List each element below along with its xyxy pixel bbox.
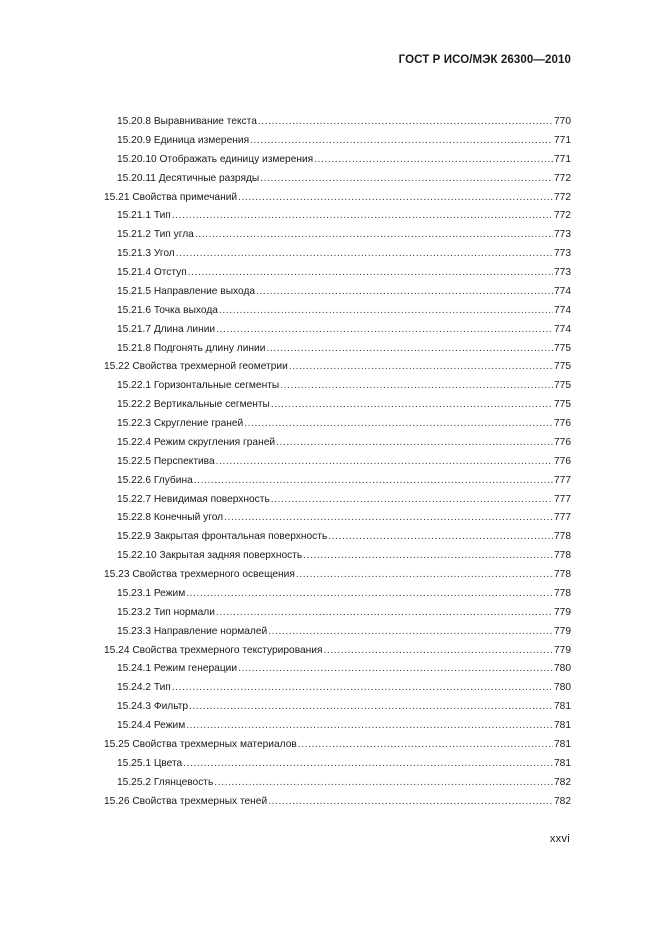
toc-subsection-entry	[104, 267, 571, 286]
dot-leader	[195, 229, 553, 240]
toc-entry-page-number: 773	[554, 229, 571, 241]
dot-leader	[216, 607, 553, 618]
toc-entry-title: 15.22.8 Конечный угол	[117, 512, 224, 524]
table-of-contents	[104, 116, 571, 814]
dot-leader	[189, 701, 553, 712]
toc-entry-title: 15.22.10 Закрытая задняя поверхность	[117, 550, 303, 562]
dot-leader	[183, 758, 553, 769]
toc-entry-title: 15.21.6 Точка выхода	[117, 304, 218, 316]
dot-leader	[289, 361, 553, 372]
toc-entry-page-number: 770	[554, 116, 571, 127]
toc-entry-page-number: 774	[554, 285, 571, 297]
toc-entry-title: 15.21.8 Подгонять длину линии	[117, 342, 266, 354]
toc-entry-page-number: 776	[554, 436, 571, 448]
toc-entry-page-number: 771	[554, 153, 571, 165]
toc-entry-page-number: 778	[554, 569, 571, 580]
toc-subsection-entry	[104, 663, 571, 682]
toc-subsection-entry	[104, 494, 571, 513]
dot-leader	[271, 399, 553, 410]
toc-entry-title: 15.20.11 Десятичные разряды	[117, 172, 260, 184]
toc-entry-page-number: 779	[554, 625, 571, 637]
toc-entry-page-number: 778	[554, 531, 571, 543]
toc-subsection-entry	[104, 343, 571, 362]
toc-entry-page-number: 774	[554, 304, 571, 316]
toc-entry-page-number: 775	[554, 361, 571, 373]
toc-entry-page-number: 773	[554, 267, 571, 278]
toc-entry-page-number: 775	[554, 342, 571, 354]
dot-leader	[276, 437, 553, 448]
dot-leader	[260, 173, 553, 184]
dot-leader	[194, 475, 553, 486]
dot-leader	[266, 343, 553, 354]
toc-entry-page-number: 777	[554, 512, 571, 524]
dot-leader	[324, 645, 554, 656]
toc-section-entry	[104, 645, 571, 664]
toc-subsection-entry	[104, 418, 571, 437]
dot-leader	[238, 663, 553, 674]
toc-subsection-entry	[104, 607, 571, 626]
toc-subsection-entry	[104, 777, 571, 796]
toc-entry-title: 15.20.8 Выравнивание текста	[117, 116, 257, 127]
dot-leader	[172, 210, 553, 221]
toc-entry-page-number: 772	[554, 191, 571, 203]
toc-subsection-entry	[104, 229, 571, 248]
toc-entry-title: 15.21.7 Длина линии	[117, 323, 216, 335]
toc-subsection-entry	[104, 135, 571, 154]
toc-subsection-entry	[104, 248, 571, 267]
dot-leader	[328, 531, 553, 542]
toc-subsection-entry	[104, 720, 571, 739]
toc-subsection-entry	[104, 758, 571, 777]
toc-entry-page-number: 778	[554, 550, 571, 562]
toc-entry-title: 15.23.2 Тип нормали	[117, 606, 215, 618]
dot-leader	[216, 456, 553, 467]
toc-entry-title: 15.23.1 Режим	[117, 587, 186, 599]
dot-leader	[186, 720, 553, 731]
dot-leader	[214, 777, 553, 788]
toc-entry-page-number: 782	[554, 776, 571, 788]
toc-entry-page-number: 773	[554, 248, 571, 260]
toc-entry-page-number: 777	[554, 493, 571, 505]
toc-entry-title: 15.22.6 Глубина	[117, 474, 193, 486]
dot-leader	[314, 154, 553, 165]
dot-leader	[238, 192, 553, 203]
toc-subsection-entry	[104, 286, 571, 305]
dot-leader	[268, 626, 553, 637]
toc-subsection-entry	[104, 626, 571, 645]
toc-entry-title: 15.24.3 Фильтр	[117, 701, 189, 713]
dot-leader	[176, 248, 553, 259]
toc-entry-title: 15.25.1 Цвета	[117, 757, 183, 769]
toc-entry-title: 15.25.2 Глянцевость	[117, 776, 214, 788]
toc-subsection-entry	[104, 399, 571, 418]
toc-entry-title: 15.26 Свойства трехмерных теней	[104, 795, 268, 807]
dot-leader	[224, 512, 553, 523]
toc-entry-title: 15.22.9 Закрытая фронтальная поверхность	[117, 531, 328, 543]
toc-entry-page-number: 780	[554, 682, 571, 694]
toc-subsection-entry	[104, 531, 571, 550]
toc-entry-page-number: 771	[554, 134, 571, 146]
toc-subsection-entry	[104, 305, 571, 324]
toc-entry-title: 15.22 Свойства трехмерной геометрии	[104, 361, 288, 373]
toc-entry-page-number: 777	[554, 474, 571, 486]
toc-entry-title: 15.22.5 Перспектива	[117, 455, 215, 467]
toc-subsection-entry	[104, 475, 571, 494]
toc-section-entry	[104, 361, 571, 380]
dot-leader	[256, 286, 553, 297]
dot-leader	[188, 267, 553, 278]
toc-entry-title: 15.21.4 Отступ	[117, 267, 187, 278]
toc-entry-title: 15.21 Свойства примечаний	[104, 191, 238, 203]
dot-leader	[303, 550, 553, 561]
toc-subsection-entry	[104, 550, 571, 569]
toc-subsection-entry	[104, 701, 571, 720]
toc-entry-page-number: 781	[554, 720, 571, 731]
toc-subsection-entry	[104, 456, 571, 475]
dot-leader	[271, 494, 553, 505]
toc-entry-title: 15.24.4 Режим	[117, 720, 186, 731]
toc-entry-page-number: 776	[554, 418, 571, 429]
toc-subsection-entry	[104, 116, 571, 135]
toc-section-entry	[104, 192, 571, 211]
toc-subsection-entry	[104, 588, 571, 607]
dot-leader	[298, 739, 553, 750]
toc-section-entry	[104, 796, 571, 815]
toc-entry-title: 15.22.1 Горизонтальные сегменты	[117, 380, 280, 392]
toc-entry-page-number: 772	[554, 210, 571, 222]
dot-leader	[258, 116, 553, 127]
toc-entry-page-number: 774	[554, 323, 571, 335]
toc-subsection-entry	[104, 512, 571, 531]
dot-leader	[296, 569, 553, 580]
toc-entry-title: 15.20.9 Единица измерения	[117, 134, 250, 146]
toc-entry-page-number: 775	[554, 399, 571, 411]
toc-entry-title: 15.24.2 Тип	[117, 682, 171, 694]
toc-entry-page-number: 779	[554, 644, 571, 656]
toc-entry-page-number: 781	[554, 701, 571, 713]
toc-entry-title: 15.23 Свойства трехмерного освещения	[104, 569, 295, 580]
toc-subsection-entry	[104, 324, 571, 343]
dot-leader	[219, 305, 553, 316]
dot-leader	[186, 588, 553, 599]
toc-entry-title: 15.20.10 Отображать единицу измерения	[117, 153, 314, 165]
toc-subsection-entry	[104, 437, 571, 456]
toc-subsection-entry	[104, 173, 571, 192]
toc-subsection-entry	[104, 154, 571, 173]
toc-entry-title: 15.22.2 Вертикальные сегменты	[117, 399, 270, 411]
dot-leader	[216, 324, 553, 335]
toc-entry-page-number: 781	[554, 757, 571, 769]
dot-leader	[280, 380, 553, 391]
toc-entry-page-number: 772	[554, 172, 571, 184]
toc-entry-page-number: 782	[554, 795, 571, 807]
toc-entry-title: 15.22.4 Режим скругления граней	[117, 436, 276, 448]
toc-entry-title: 15.22.3 Скругление граней	[117, 418, 244, 429]
dot-leader	[244, 418, 553, 429]
toc-entry-page-number: 779	[554, 606, 571, 618]
toc-entry-title: 15.22.7 Невидимая поверхность	[117, 493, 270, 505]
toc-entry-page-number: 775	[554, 380, 571, 392]
toc-entry-title: 15.21.1 Тип	[117, 210, 171, 222]
toc-entry-title: 15.23.3 Направление нормалей	[117, 625, 268, 637]
toc-subsection-entry	[104, 380, 571, 399]
toc-entry-page-number: 781	[554, 738, 571, 750]
toc-section-entry	[104, 569, 571, 588]
toc-entry-title: 15.21.3 Угол	[117, 248, 175, 260]
toc-entry-title: 15.24 Свойства трехмерного текстурирования	[104, 644, 323, 656]
toc-entry-title: 15.21.5 Направление выхода	[117, 285, 256, 297]
toc-subsection-entry	[104, 210, 571, 229]
toc-section-entry	[104, 739, 571, 758]
dot-leader	[268, 796, 553, 807]
toc-entry-title: 15.24.1 Режим генерации	[117, 663, 238, 675]
toc-subsection-entry	[104, 682, 571, 701]
toc-entry-title: 15.21.2 Тип угла	[117, 229, 194, 241]
toc-entry-page-number: 776	[554, 455, 571, 467]
dot-leader	[172, 682, 553, 693]
toc-entry-page-number: 780	[554, 663, 571, 675]
dot-leader	[250, 135, 553, 146]
toc-entry-title: 15.25 Свойства трехмерных материалов	[104, 738, 297, 750]
document-header: ГОСТ Р ИСО/МЭК 26300—2010	[398, 54, 571, 66]
page-number: xxvi	[549, 833, 570, 845]
toc-entry-page-number: 778	[554, 587, 571, 599]
